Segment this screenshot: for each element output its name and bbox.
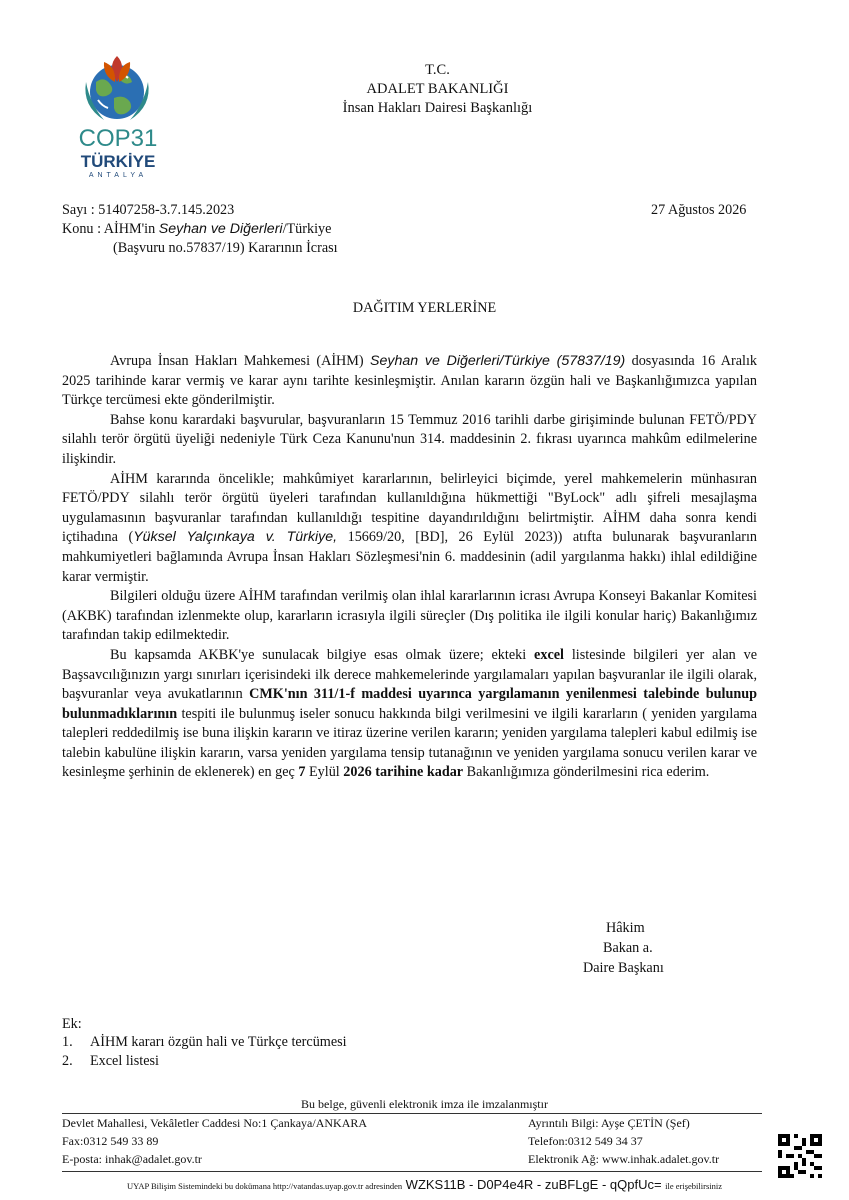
konu-row — [62, 221, 331, 238]
paragraph-1: Avrupa İnsan Hakları Mahkemesi (AİHM) Seyhan ve Diğerleri/Türkiye (57837/19) dosyasında 16 Aralık 2025 tarihinde karar vermiş ve karar aynı tarihte kesinleşmiştir. Anılan kararın özgün hali ve Başkanlığımızca yapılan Türkçe tercümesi ekte gönderilmiştir. — [62, 353, 757, 409]
paragraph-4: Bilgileri olduğu üzere AİHM tarafından verilmiş olan ihlal kararlarının icrası Avrupa Konseyi Bakanlar Komitesi (AKBK) tarafından izlenmekte olup, kararların icrasıyla ilgili süreçler (Dış politika ile ilgili konular hariç) Bakanlığımız tarafından takip edilmektedir. — [62, 588, 757, 644]
qr-code-icon — [778, 1134, 822, 1178]
footer-divider-bottom — [62, 1171, 762, 1172]
attachment-item: 1. AİHM kararı özgün hali ve Türkçe tercümesi — [62, 1034, 347, 1050]
sayi-value: 51407258-3.7.145.2023 — [98, 202, 235, 218]
konu-pre: AİHM'in — [103, 221, 159, 237]
cop31-logo — [62, 52, 172, 182]
signature-title: Hâkim — [606, 920, 645, 936]
konu-post: /Türkiye — [282, 221, 332, 237]
cited-case: Yüksel Yalçınkaya v. Türkiye, — [133, 529, 338, 546]
sayi-row — [62, 202, 234, 219]
sayi-label: Sayı : — [62, 202, 95, 218]
uyap-access-code: WZKS11B - D0P4e4R - zuBFLgE - qQpfUc= — [405, 1177, 662, 1192]
footer-phone: Telefon:0312 549 34 37 — [528, 1134, 643, 1148]
signature-position: Daire Başkanı — [583, 960, 664, 976]
paragraph-2: Bahse konu karardaki başvurular, başvuranların 15 Temmuz 2016 tarihli darbe girişiminde bulunan FETÖ/PDY silahlı terör örgütü üyeliği nedeniyle Türk Ceza Kanunu'nun 314. maddesinin 2. fıkrası uyarınca mahkûm edilmelerine ilişkindir. — [62, 411, 757, 467]
recipient-heading: DAĞITIM YERLERİNE — [352, 300, 497, 316]
footer-fax: Fax:0312 549 33 89 — [62, 1134, 159, 1148]
konu-line2: (Başvuru no.57837/19) Kararının İcrası — [113, 240, 338, 256]
letter-body — [62, 352, 757, 783]
header-tc: T.C. — [425, 62, 450, 78]
tulip-globe-icon — [62, 52, 172, 127]
footer-divider — [62, 1113, 762, 1114]
cmk-emphasis: CMK'nın 311/1-f maddesi uyarınca yargılamanın yenilenmesi talebinde bulunup bulunmadıklarının — [62, 686, 758, 722]
footer-web: Elektronik Ağ: www.inhak.adalet.gov.tr — [528, 1152, 720, 1166]
deadline-emphasis: 2026 tarihine kadar — [343, 764, 464, 781]
logo-cop-text: COP31 — [78, 125, 158, 152]
header-department: İnsan Hakları Dairesi Başkanlığı — [342, 100, 533, 116]
footer-address: Devlet Mahallesi, Vekâletler Caddesi No:1 Çankaya/ANKARA — [62, 1116, 368, 1130]
document-date: 27 Ağustos 2026 — [651, 202, 747, 218]
footer-contact: Ayrıntılı Bilgi: Ayşe ÇETİN (Şef) — [528, 1116, 690, 1130]
konu-label: Konu : — [62, 221, 102, 237]
footer-email: E-posta: inhak@adalet.gov.tr — [62, 1152, 202, 1166]
attachment-item: 2. Excel listesi — [62, 1053, 159, 1069]
paragraph-3: AİHM kararında öncelikle; mahkûmiyet kararlarının, belirleyici biçimde, yerel mahkemelerin münhasıran FETÖ/PDY silahlı terör örgütü üyeleri tarafından kullanıldığına hükmettiği "ByLock" adlı şifreli mesajlaşma uygulamasının başvuranlar tarafından kullanıldığı tespitine dayandırıldığını belirtmiştir. AİHM daha sonra kendi içtihadına (Yüksel Yalçınkaya v. Türkiye, 15669/20, [BD], 26 Eylül 2023)) atıfta bulunarak başvuranların mahkumiyetleri bağlamında Avrupa İnsan Hakları Sözleşmesi'nin 6. maddesinin (adil yargılanma hakkı) ihlal edildiğine karar vermiştir. — [62, 470, 758, 585]
logo-city-text: ANTALYA — [88, 172, 148, 179]
logo-country-text: TÜRKİYE — [80, 152, 156, 171]
case-name: Seyhan ve Diğerleri/Türkiye (57837/19) — [370, 353, 626, 369]
konu-case: Seyhan ve Diğerleri — [158, 221, 283, 237]
header-ministry: ADALET BAKANLIĞI — [366, 81, 509, 97]
esign-notice: Bu belge, güvenli elektronik imza ile imzalanmıştır — [301, 1097, 548, 1111]
paragraph-5: Bu kapsamda AKBK'ye sunulacak bilgiye esas olmak üzere; ekteki excel listesinde bilgileri yer alan ve Başsavcılığınızın yargı sınırları içerisindeki ilk derece mahkemelerinde yargılamaları yapılan başvuranlar ile ilgili olarak, başvuranlar veya avukatlarının CMK'nın 311/1-f maddesi uyarınca yargılamanın yenilenmesi talebinde bulunup bulunmadıklarının tespiti ile bulunmuş iseler sonucu hakkında bilgi verilmesini ve ilgili kararların ( yeniden yargılama talepleri reddedilmiş ise buna ilişkin kararın ve itiraz üzerine verilen kararın; yeniden yargılama talepleri kabul edilmiş ise talebin kabulüne ilişkin kararın, varsa yeniden yargılama tensip tutanağının ve yeniden yargılama sonucu verilen karar ve kesinleşme şerhinin de eklenerek) en geç 7 Eylül 2026 tarihine kadar Bakanlığımıza gönderilmesini rica ederim. — [62, 646, 758, 781]
signature-role: Bakan a. — [603, 940, 653, 956]
uyap-notice: UYAP Bilişim Sistemindeki bu dokümana http://vatandas.uyap.gov.tr adresinden WZKS11B - D0P4e4R - zuBFLgE - qQpfUc= ile erişebilirsiniz — [127, 1177, 722, 1192]
attachments-label: Ek: — [62, 1016, 82, 1032]
